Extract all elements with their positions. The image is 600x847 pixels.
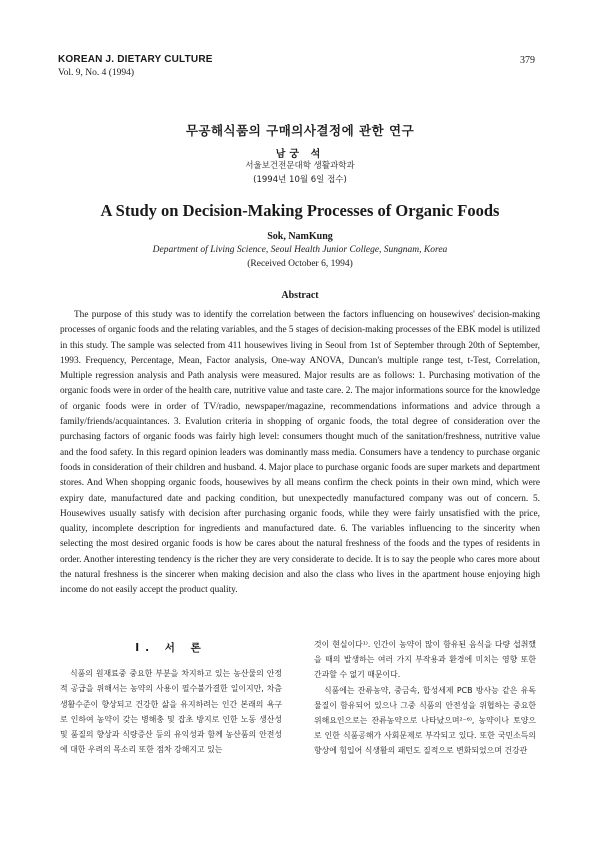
english-received-date: (Received October 6, 1994) — [247, 259, 353, 269]
korean-affiliation: 서울보건전문대학 생활과학과 — [245, 161, 355, 171]
body-paragraph: 것이 현실이다¹⁾. 인간이 농약이 많이 함유된 음식을 다량 섭취했을 때의 발생하는 여러 가지 부작용과 환경에 미치는 영향 또한 간과할 수 없기 때문이다. — [314, 640, 536, 680]
english-title: A Study on Decision-Making Processes of Organic Foods — [100, 201, 500, 220]
introduction-heading: I. 서 론 — [135, 642, 207, 654]
korean-title: 무공해식품의 구매의사결정에 관한 연구 — [185, 123, 415, 138]
english-affiliation: Department of Living Science, Seoul Health Junior College, Sungnam, Korea — [152, 245, 448, 255]
journal-volume: Vol. 9, No. 4 (1994) — [58, 68, 135, 78]
page-number: 379 — [520, 55, 535, 66]
body-paragraph: 식품의 원재료중 중요한 부분을 차지하고 있는 농산물의 안정적 공급을 위해서는 농약의 사용이 필수불가결한 일이지만, 차츰 생활수준이 향상되고 건강한 삶을 유지하려는 인간 본래의 욕구로 인하여 농약이 갖는 병해충 및 잡초 방지로 인한 노동 생산성 및 품질의 향상과 식량증산 등의 유익성과 함께 농산품의 안전성에 대한 우려의 목소리 또한 점차 강해지고 있는 — [60, 669, 282, 755]
body-right-column — [314, 637, 536, 759]
korean-received-date: (1994년 10월 6일 접수) — [253, 175, 347, 185]
english-author: Sok, NamKung — [267, 231, 333, 242]
abstract-text: The purpose of this study was to identify the correlation between the factors influencing on housewives' decision-making processes of organic foods and the relating variables, and the 5 stages of decision-making processes of the EBK model is utilized in this study. The sample was selected from 411 housewives living in Seoul from 1st of September through 20th of September, 1993. Frequency, Percentage, Mean, Factor analysis, One-way ANOVA, Duncan's multiple range test, t-Test, Correlation, Multiple regression analysis and Path analysis were measured. Major results are as follows: 1. Purchasing motivation of the organic foods were in order of the health care, nutritive value and taste care. 2. The major informations source for the knowledge of organic foods were in order of TV/radio, newspaper/magazine, recommendations informations and advice through a family/friends/acquaintances. 3. Evalution criteria in shopping of organic foods, the total degree of consideration over the purchasing factors of organic foods was fairly high level: consumers thought much of the sanitation/freshness, nutritive value and the food safety. In this regard opinion leaders was dominantly mass media. Consumers have a tendency to purchase organic foods in consideration of their children and husband. 4. Major place to purchase organic foods are super markets and department stores. And When shopping organic foods, housewives by all means confirm the check points in their own mind, which were expiry date, manufactured date and packing condition, but unexpectedly manufactured company was out of concern. 5. Housewives usually satisfy with decision after purchasing organic foods, while they were fairly unsatisfied with the price, quality, incomplete description for ingredients and manufactured date. 6. The variables influencing to the sincerity when selecting the most desired organic foods is how be cares about the natural freshness of the foods and the types of residents in order. Another interesting tendency is the richer they are very considerate to decide. It is to say the people who cares more about the natural freshness is the sincerer when making decision and also the class who lives in the apartment house enjoying high income do not easily accept the product quality. — [60, 310, 540, 596]
body-left-column — [60, 637, 282, 757]
body-paragraph: 식품에는 잔류농약, 중금속, 합성세제 PCB 방사능 같은 유독물질이 함유되어 있으나 그중 식품의 안전성을 위협하는 중요한 위해요인으로는 잔류농약으로 나타났으며²⁻⁶⁾, 농약이나 토양으로 인한 식품공해가 사회문제로 부각되고 있다. 또한 국민소득의 향상에 힘입어 식생활의 패턴도 질적으로 변화되었으며 건강관 — [314, 685, 536, 756]
korean-author: 남궁 석 — [275, 149, 325, 160]
journal-name: KOREAN J. DIETARY CULTURE — [58, 54, 213, 65]
abstract-heading: Abstract — [281, 290, 319, 301]
